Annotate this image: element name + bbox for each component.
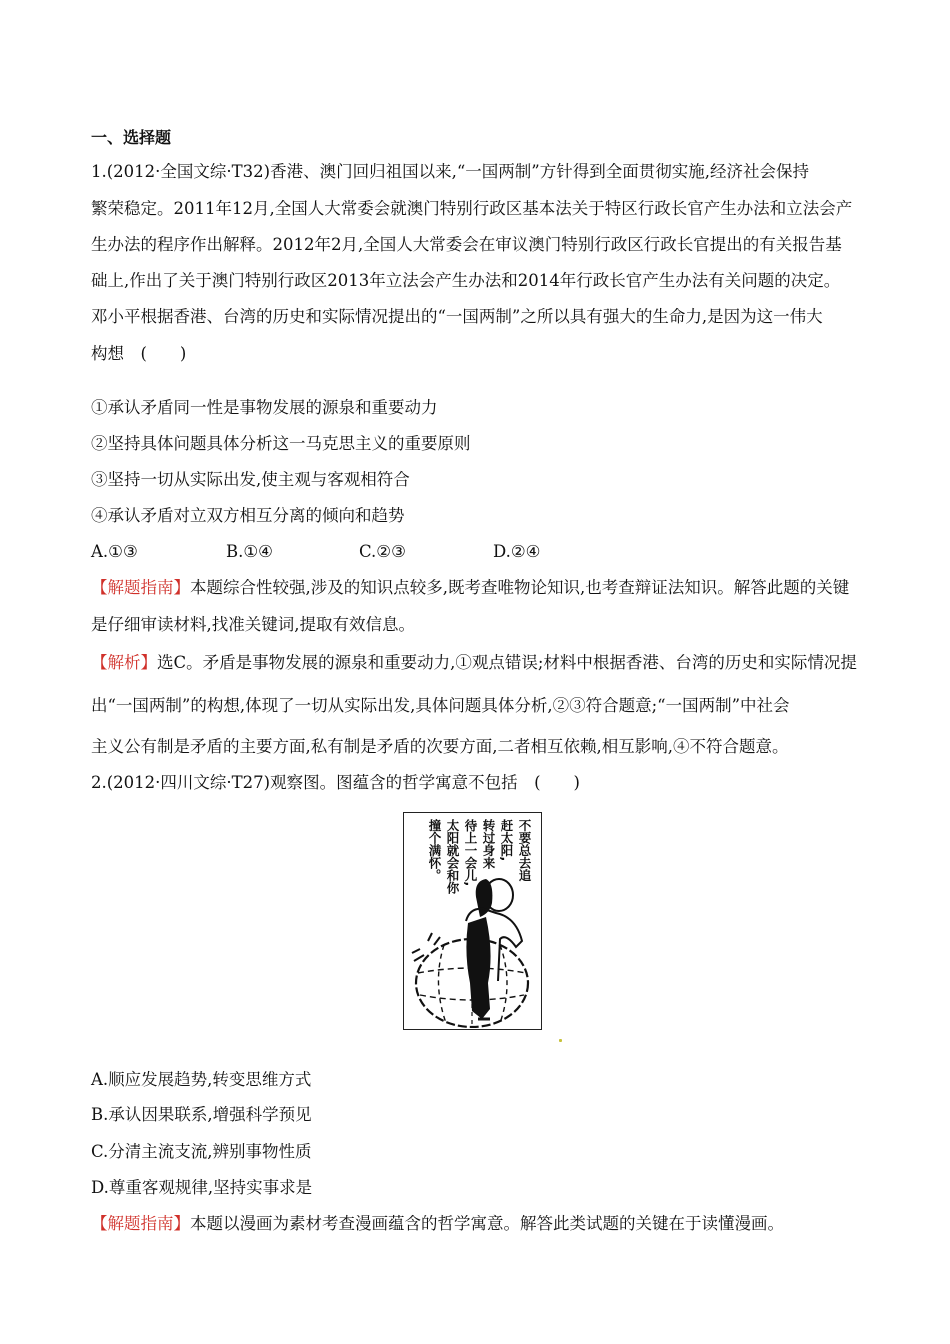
q1-guide-text: 本题综合性较强,涉及的知识点较多,既考查唯物论知识,也考查辩证法知识。解答此题的关键: [190, 578, 850, 597]
q1-options: [91, 541, 540, 563]
q1-guide-line: [91, 577, 849, 599]
q1-statement: ②坚持具体问题具体分析这一马克思主义的重要原则: [91, 434, 471, 453]
q2-guide-text: 本题以漫画为素材考查漫画蕴含的哲学寓意。解答此类试题的关键在于读懂漫画。: [190, 1214, 784, 1233]
cartoon-caption-column: 转过身来: [481, 819, 496, 869]
q1-stem-line: 邓小平根据香港、台湾的历史和实际情况提出的“一国两制”之所以具有强大的生命力,是因为这一伟大: [91, 307, 823, 326]
q1-option-c: C.②③: [359, 542, 406, 561]
q2-stem: 2.(2012·四川文综·T27)观察图。图蕴含的哲学寓意不包括 ( ): [91, 773, 580, 792]
cartoon-caption-column: 撞个满怀。: [427, 819, 442, 882]
q1-statement: ①承认矛盾同一性是事物发展的源泉和重要动力: [91, 398, 438, 417]
q1-stem-line: 构想 ( ): [91, 344, 187, 363]
q2-option: C.分清主流支流,辨别事物性质: [91, 1142, 312, 1161]
q2-option: A.顺应发展趋势,转变思维方式: [91, 1070, 312, 1089]
q1-stem-line: 生办法的程序作出解释。2012年2月,全国人大常委会在审议澳门特别行政区行政长官提出的有关报告基: [91, 235, 842, 254]
cartoon-image: [403, 812, 542, 1030]
q1-analysis-tag: 【解析】: [91, 653, 157, 672]
q1-statement: ③坚持一切从实际出发,使主观与客观相符合: [91, 470, 410, 489]
q2-option: B.承认因果联系,增强科学预见: [91, 1105, 312, 1124]
cartoon-caption-column: 不要总去追: [517, 819, 532, 882]
cartoon-caption-column: 待上一会儿,: [463, 819, 478, 887]
q2-option: D.尊重客观规律,坚持实事求是: [91, 1178, 313, 1197]
q2-guide-line: [91, 1213, 784, 1235]
q1-statement: ④承认矛盾对立双方相互分离的倾向和趋势: [91, 506, 405, 525]
q1-stem-line: 1.(2012·全国文综·T32)香港、澳门回归祖国以来,“一国两制”方针得到全面贯彻实施,经济社会保持: [91, 162, 809, 181]
q1-analysis-line: 主义公有制是矛盾的主要方面,私有制是矛盾的次要方面,二者相互依赖,相互影响,④不符合题意。: [91, 737, 789, 756]
q1-option-a: A.①③: [91, 542, 138, 561]
cartoon-drawing: [404, 813, 540, 1028]
q1-analysis-text: 选C。矛盾是事物发展的源泉和重要动力,①观点错误;材料中根据香港、台湾的历史和实际情况提: [157, 653, 857, 672]
q1-option-b: B.①④: [226, 542, 273, 561]
q1-stem-line: 繁荣稳定。2011年12月,全国人大常委会就澳门特别行政区基本法关于特区行政长官产生办法和立法会产: [91, 199, 853, 218]
q2-guide-tag: 【解题指南】: [91, 1214, 190, 1233]
q1-option-d: D.②④: [493, 542, 541, 561]
q1-guide-tag: 【解题指南】: [91, 578, 190, 597]
q1-analysis-line: 出“一国两制”的构想,体现了一切从实际出发,具体问题具体分析,②③符合题意;“一国两制”中社会: [91, 696, 790, 715]
section-heading: 一、选择题: [91, 128, 172, 147]
cartoon-caption-column: 赶太阳,: [499, 819, 514, 862]
scan-artifact: [559, 1039, 562, 1042]
q1-analysis-line: [91, 652, 857, 674]
q1-guide-line: 是仔细审读材料,找准关键词,提取有效信息。: [91, 615, 415, 634]
q1-stem-line: 础上,作出了关于澳门特别行政区2013年立法会产生办法和2014年行政长官产生办法有关问题的决定。: [91, 271, 841, 290]
cartoon-caption-column: 太阳就会和你: [445, 819, 460, 894]
